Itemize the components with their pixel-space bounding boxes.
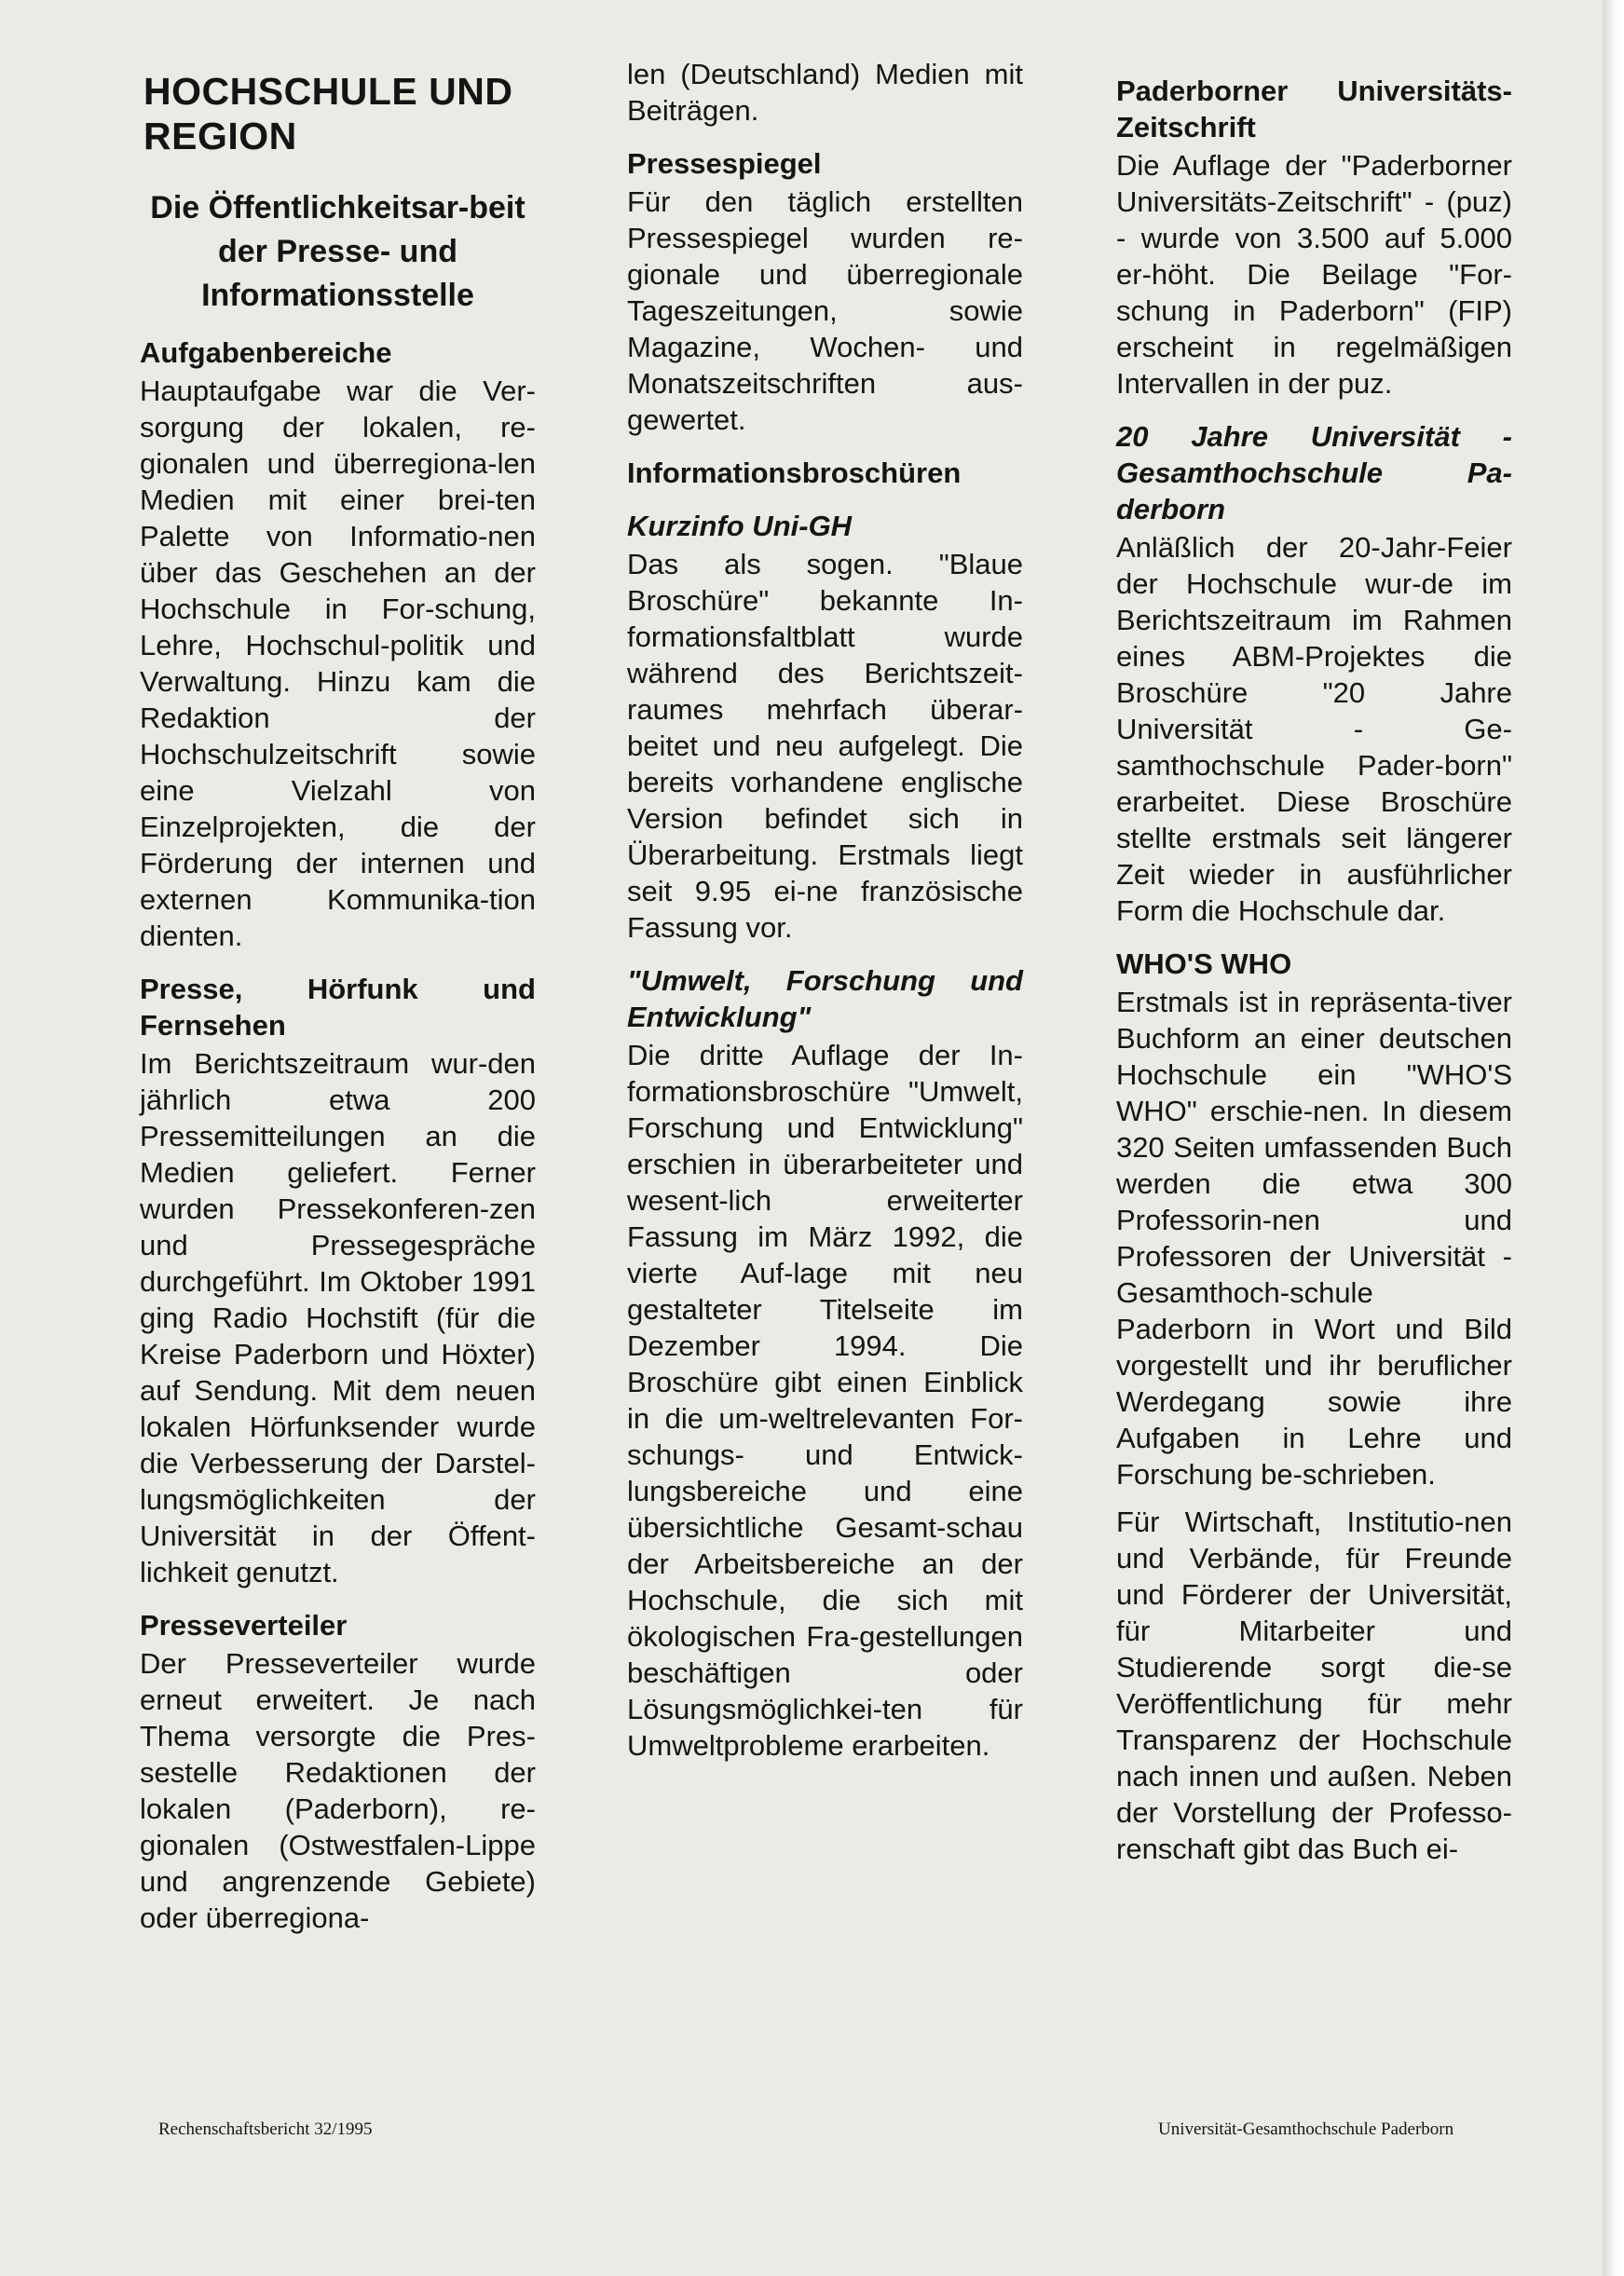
heading-puz: Paderborner Universitäts-Zeitschrift [1116,75,1512,143]
column-2 [627,56,1023,1775]
article-title: Die Öffentlichkeitsar-beit der Presse- und Informationsstelle [150,190,525,313]
paragraph-presseverteiler: Der Presseverteiler wurde erneut erweitert. Je nach Thema versorgte die Pres-sestelle Redaktionen der lokalen (Paderborn), re-gionalen (Ostwestfalen-Lippe und angrenzende Gebiete) oder überregiona- [140,1647,536,1934]
paragraph-puz: Die Auflage der "Paderborner Universitäts-Zeitschrift" - (puz) - wurde von 3.500 auf 5.000 er-höht. Die Beilage "For-schung in Paderborn" (FIP) erscheint in regelmäßigen Intervallen in der puz. [1116,149,1512,400]
heading-aufgabenbereiche: Aufgabenbereiche [140,336,392,369]
heading-umwelt: "Umwelt, Forschung und Entwicklung" [627,964,1023,1033]
heading-20-jahre: 20 Jahre Universität - Gesamthochschule Pa-derborn [1116,420,1512,525]
paragraph-pressespiegel: Für den täglich erstellten Pressespiegel wurden re-gionale und überregionale Tageszeitungen, sowie Magazine, Wochen- und Monatszeitschriften aus-gewertet. [627,185,1023,436]
paragraph-aufgabenbereiche: Hauptaufgabe war die Ver-sorgung der lokalen, re-gionalen und überregiona-len Medien mit einer brei-ten Palette von Informatio-nen über das Geschehen an der Hochschule in For-schung, Lehre, Hochschul-politik und Verwaltung. Hinzu kam die Redaktion der Hochschulzeitschrift sowie eine Vielzahl von Einzelprojekten, die der Förderung der internen und externen Kommunika-tion dienten. [140,375,536,952]
paragraph-whos-who-1: Erstmals ist in repräsenta-tiver Buchform an einer deutschen Hochschule ein "WHO'S WHO" erschie-nen. In diesem 320 Seiten umfassenden Buch werden die etwa 300 Professorin-nen und Professoren der Universität - Gesamthoch-schule Paderborn in Wort und Bild vorgestellt und ihr beruflicher Werdegang sowie ihre Aufgaben in Lehre und Forschung be-schrieben. [1116,986,1512,1491]
paragraph-continued: len (Deutschland) Medien mit Beiträgen. [627,58,1023,127]
heading-presse-hoerfunk: Presse, Hörfunk und Fernsehen [140,973,536,1042]
footer-report-label: Rechenschaftsbericht 32/1995 [158,2119,373,2139]
heading-informationsbroschueren: Informationsbroschüren [627,457,962,489]
heading-presseverteiler: Presseverteiler [140,1609,348,1642]
column-3 [1116,56,1512,1878]
paragraph-whos-who-2: Für Wirtschaft, Institutio-nen und Verbände, für Freunde und Förderer der Universität, für Mitarbeiter und Studierende sorgt die-se Veröffentlichung für mehr Transparenz der Hochschule nach innen und außen. Neben der Vorstellung der Professo-renschaft gibt das Buch ei- [1116,1506,1512,1865]
heading-whos-who: WHO'S WHO [1116,947,1292,980]
heading-pressespiegel: Pressespiegel [627,147,822,180]
section-title: HOCHSCHULE UND REGION [143,70,513,157]
paragraph-20-jahre: Anläßlich der 20-Jahr-Feier der Hochschule wur-de im Berichtszeitraum im Rahmen eines ABM-Projektes die Broschüre "20 Jahre Universität - Ge-samthochschule Pader-born" erarbeitet. Diese Broschüre stellte erstmals seit längerer Zeit wieder in ausführlicher Form die Hochschule dar. [1116,531,1512,927]
paragraph-presse-hoerfunk: Im Berichtszeitraum wur-den jährlich etwa 200 Pressemitteilungen an die Medien geliefert. Ferner wurden Pressekonferen-zen und Pressegespräche durchgeführt. Im Oktober 1991 ging Radio Hochstift (für die Kreise Paderborn und Höxter) auf Sendung. Mit dem neuen lokalen Hörfunksender wurde die Verbesserung der Darstel-lungsmöglichkeiten der Universität in der Öffent-lichkeit genutzt. [140,1047,536,1588]
page-edge [1603,0,1624,2276]
column-1 [140,56,536,1947]
paragraph-umwelt: Die dritte Auflage der In-formationsbroschüre "Umwelt, Forschung und Entwicklung" erschien in überarbeiteter und wesent-lich erweiterter Fassung im März 1992, die vierte Auf-lage mit neu gestalteter Titelseite im Dezember 1994. Die Broschüre gibt einen Einblick in die um-weltrelevanten For-schungs- und Entwick-lungsbereiche und eine übersichtliche Gesamt-schau der Arbeitsbereiche an der Hochschule, die sich mit ökologischen Fra-gestellungen beschäftigen oder Lösungsmöglichkei-ten für Umweltprobleme erarbeiten. [627,1039,1023,1762]
heading-kurzinfo: Kurzinfo Uni-GH [627,510,853,542]
footer-university-label: Universität-Gesamthochschule Paderborn [1158,2119,1454,2139]
paragraph-kurzinfo: Das als sogen. "Blaue Broschüre" bekannte In-formationsfaltblatt wurde während des Berichtszeit-raumes mehrfach überar-beitet und neu aufgelegt. Die bereits vorhandene englische Version befindet sich in Überarbeitung. Erstmals liegt seit 9.95 ei-ne französische Fassung vor. [627,548,1023,944]
